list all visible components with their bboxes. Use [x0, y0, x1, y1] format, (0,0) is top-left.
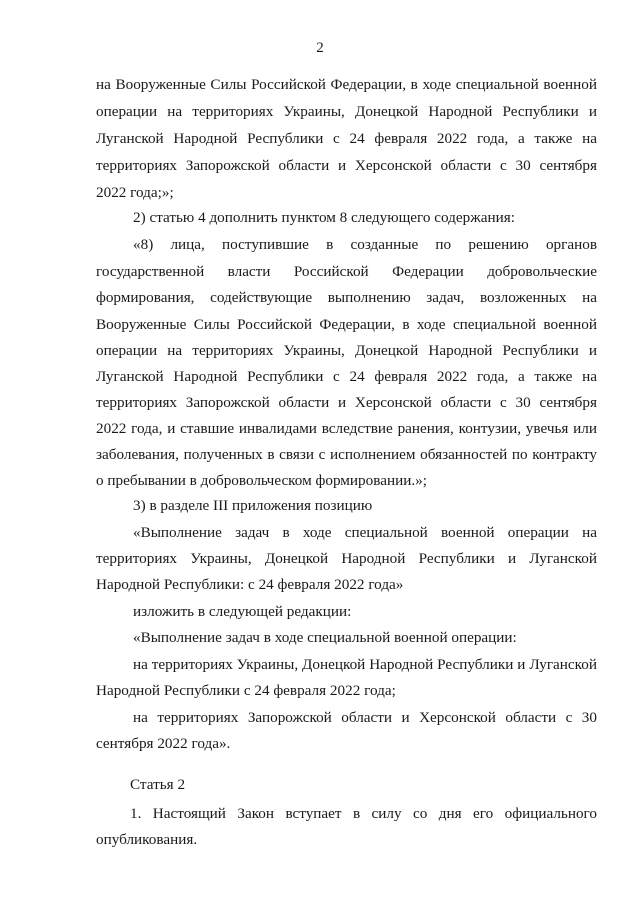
text-line: 2022 года, и ставшие инвалидами вследствие ранения, контузии, увечья или — [96, 420, 597, 437]
text-line: «Выполнение задач в ходе специальной военной операции на — [133, 524, 597, 541]
text-line: изложить в следующей редакции: — [133, 603, 352, 620]
page-number: 2 — [316, 40, 324, 56]
text-line: на территориях Украины, Донецкой Народной Республики и Луганской — [133, 656, 597, 673]
text-line: заболевания, полученных в связи с исполнением обязанностей по контракту — [96, 446, 597, 463]
text-line: на территориях Запорожской области и Херсонской области с 30 — [133, 709, 597, 726]
text-line: опубликования. — [96, 831, 198, 848]
text-line: территориях Запорожской области и Херсонской области с 30 сентября — [96, 157, 597, 174]
text-line: сентября 2022 года». — [96, 735, 231, 752]
text-line: Народной Республики с 24 февраля 2022 года; — [96, 682, 396, 699]
text-line: операции на территориях Украины, Донецкой Народной Республики и — [96, 342, 597, 359]
text-line: 2) статью 4 дополнить пунктом 8 следующего содержания: — [133, 209, 515, 226]
text-line: территориях Украины, Донецкой Народной Республики и Луганской — [96, 550, 597, 567]
text-line: на Вооруженные Силы Российской Федерации, в ходе специальной военной — [96, 76, 597, 93]
text-line: 3) в разделе III приложения позицию — [133, 497, 373, 514]
text-line: территориях Запорожской области и Херсонской области с 30 сентября — [96, 394, 597, 411]
text-line: «8) лица, поступившие в созданные по решению органов — [133, 236, 597, 253]
text-line: 1. Настоящий Закон вступает в силу со дня его официального — [130, 805, 597, 822]
text-line: формирования, содействующие выполнению задач, возложенных на — [96, 289, 597, 306]
text-line: Луганской Народной Республики с 24 февраля 2022 года, а также на — [96, 368, 597, 385]
text-line: Луганской Народной Республики с 24 февраля 2022 года, а также на — [96, 130, 597, 147]
text-line: Вооруженные Силы Российской Федерации, в ходе специальной военной — [96, 316, 597, 333]
text-line: «Выполнение задач в ходе специальной военной операции: — [133, 629, 517, 646]
text-line: операции на территориях Украины, Донецкой Народной Республики и — [96, 103, 597, 120]
text-line: о пребывании в добровольческом формировании.»; — [96, 472, 427, 489]
text-line: Народной Республики: с 24 февраля 2022 года» — [96, 576, 404, 593]
text-line: 2022 года;»; — [96, 184, 174, 201]
article-heading: Статья 2 — [130, 776, 186, 793]
text-line: государственной власти Российской Федерации добровольческие — [96, 263, 597, 280]
